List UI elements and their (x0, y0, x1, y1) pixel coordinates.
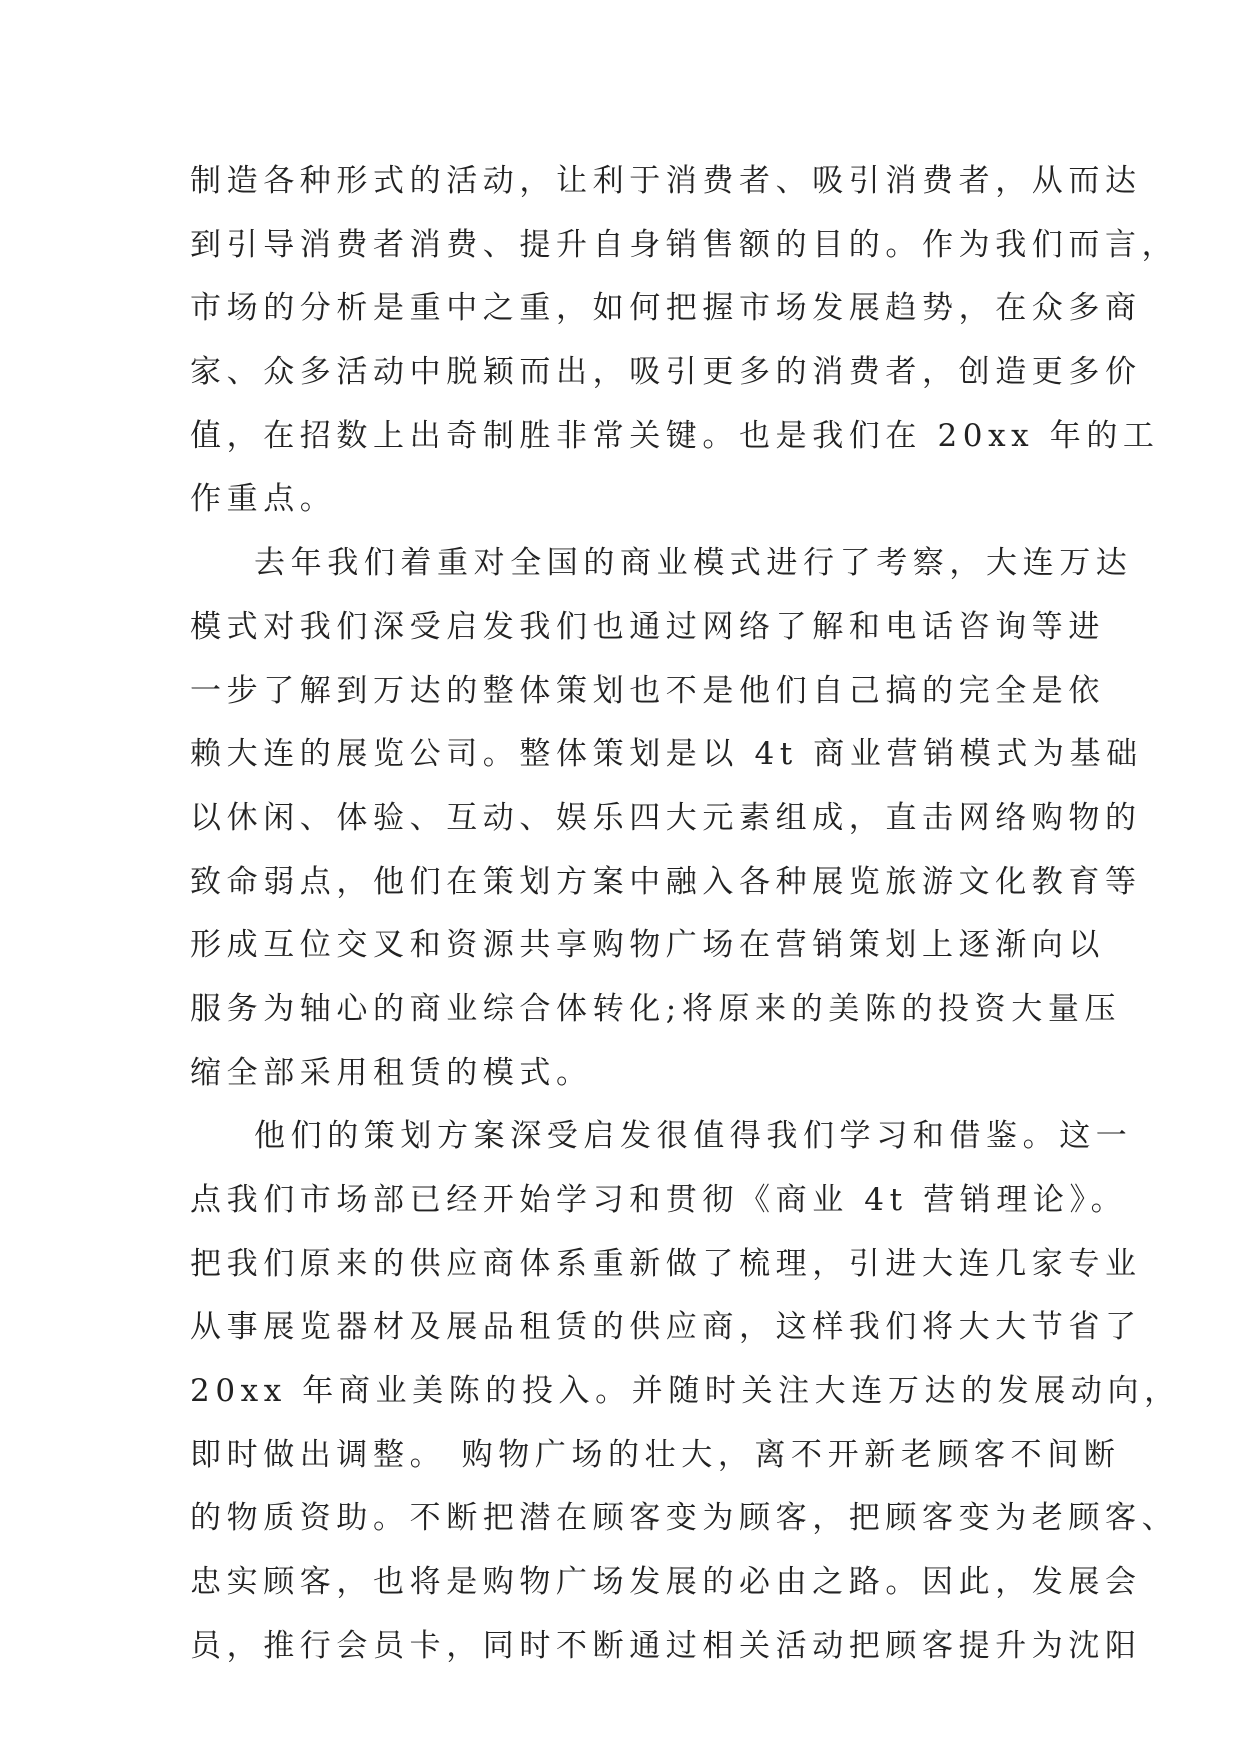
text-line: 家、众多活动中脱颖而出，吸引更多的消费者，创造更多价 (190, 354, 1142, 391)
text-line: 他们的策划方案深受启发很值得我们学习和借鉴。这一 (254, 1118, 1133, 1155)
text-line: 即时做出调整。 购物广场的壮大，离不开新老顾客不间断 (190, 1436, 1121, 1473)
text-line: 形成互位交叉和资源共享购物广场在营销策划上逐渐向以 (190, 927, 1105, 964)
text-line: 到引导消费者消费、提升自身销售额的目的。作为我们而言， (190, 226, 1179, 263)
text-line: 以休闲、体验、互动、娱乐四大元素组成，直击网络购物的 (190, 799, 1142, 836)
text-line: 服务为轴心的商业综合体转化;将原来的美陈的投资大量压 (190, 990, 1122, 1027)
text-line: 模式对我们深受启发我们也通过网络了解和电话咨询等进 (190, 608, 1105, 645)
text-line: 把我们原来的供应商体系重新做了梳理，引进大连几家专业 (190, 1245, 1142, 1282)
text-line: 忠实顾客，也将是购物广场发展的必由之路。因此，发展会 (190, 1564, 1142, 1601)
text-line: 20xx 年商业美陈的投入。并随时关注大连万达的发展动向， (190, 1373, 1181, 1410)
paragraph (190, 150, 1179, 532)
text-line: 的物质资助。不断把潜在顾客变为顾客，把顾客变为老顾客、 (190, 1500, 1179, 1537)
text-line: 制造各种形式的活动，让利于消费者、吸引消费者，从而达 (190, 163, 1142, 199)
text-line: 一步了解到万达的整体策划也不是他们自己搞的完全是依 (190, 672, 1105, 709)
paragraph (190, 532, 1143, 1105)
text-line: 从事展览器材及展品租赁的供应商，这样我们将大大节省了 (190, 1309, 1142, 1346)
paragraph (190, 1105, 1181, 1678)
text-line: 值，在招数上出奇制胜非常关键。也是我们在 20xx 年的工 (190, 417, 1160, 454)
text-line: 作重点。 (190, 481, 337, 518)
text-line: 缩全部采用租赁的模式。 (190, 1054, 593, 1091)
text-line: 去年我们着重对全国的商业模式进行了考察，大连万达 (254, 545, 1133, 582)
text-line: 市场的分析是重中之重，如何把握市场发展趋势，在众多商 (190, 290, 1142, 327)
text-line: 赖大连的展览公司。整体策划是以 4t 商业营销模式为基础 (190, 736, 1143, 773)
text-line: 致命弱点，他们在策划方案中融入各种展览旅游文化教育等 (190, 863, 1142, 900)
text-line: 员，推行会员卡，同时不断通过相关活动把顾客提升为沈阳 (190, 1627, 1142, 1664)
document-body (190, 150, 1181, 1679)
text-line: 点我们市场部已经开始学习和贯彻《商业 4t 营销理论》。 (190, 1182, 1128, 1218)
